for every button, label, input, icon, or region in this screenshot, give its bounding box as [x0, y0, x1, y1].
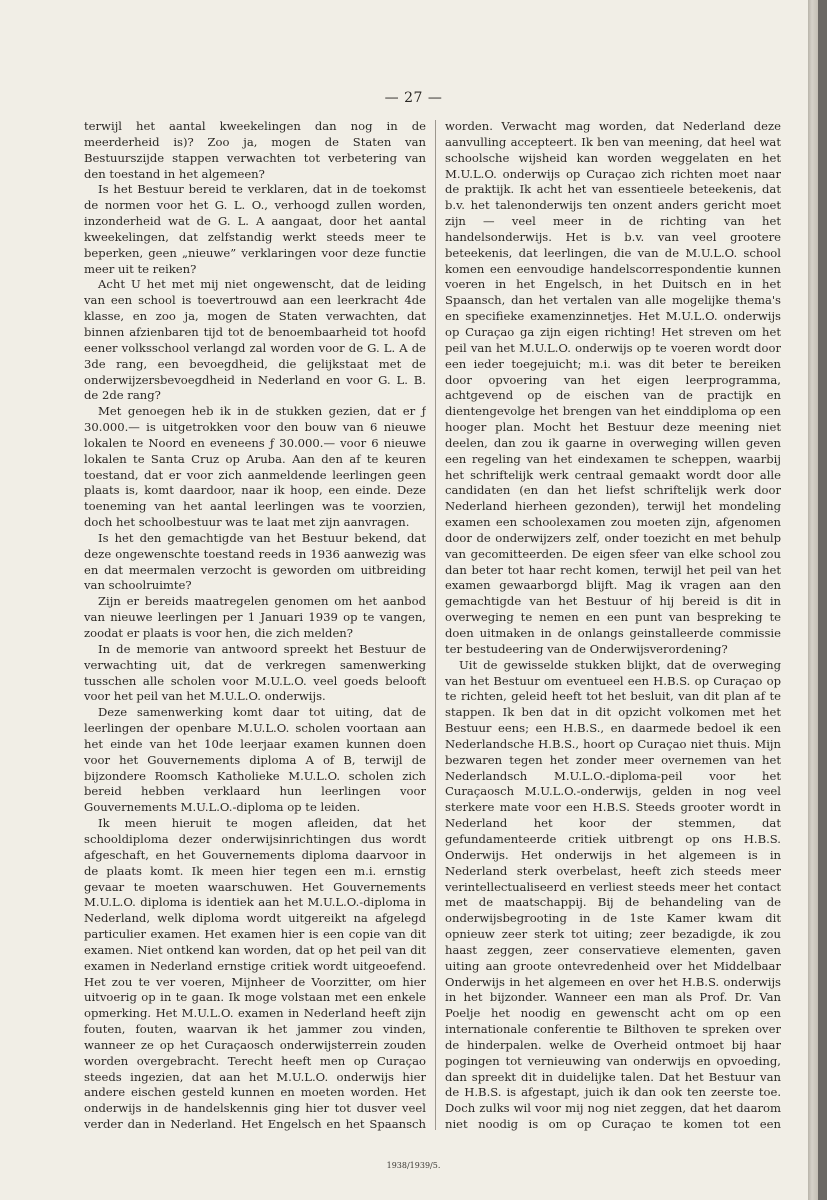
left-paragraph-3: Acht U het met mij niet ongewenscht, dat de leiding van een school is toevertrouwd aan een leerkracht 4de klasse, en zoo ja, mogen de Staten verwachten, dat binnen afzienbaren tijd tot de benoembaarheid tot hoofd eener volksschool verlangd zal worden voor de G. L. A de 3de rang, een bevoegdheid, die gelijkstaat met de onderwijzersbevoegdheid in Nederland en voor G. L. B. de 2de rang?: [84, 277, 426, 403]
left-paragraph-7: In de memorie van antwoord spreekt het Bestuur de verwachting uit, dat de verkregen samenwerking tusschen alle scholen voor M.U.L.O. veel goeds belooft voor het peil van het M.U.L.O. onderwijs.: [84, 641, 426, 704]
left-paragraph-6: Zijn er bereids maatregelen genomen om het aanbod van nieuwe leerlingen per 1 Januari 1939 op te vangen, zoodat er plaats is voor hen, die zich melden?: [84, 594, 426, 640]
left-paragraph-2: Is het Bestuur bereid te verklaren, dat in de toekomst de normen voor het G. L. O., verhoogd zullen worden, inzonderheid wat de G. L. A aangaat, door het aantal kweekelingen, dat zelfstandig werkt steeds meer te beperken, geen „nieuwe” verklaringen voor deze functie meer uit te reiken?: [84, 182, 426, 276]
right-column: [445, 119, 781, 1133]
left-paragraph-1: terwijl het aantal kweekelingen dan nog in de meerderheid is)? Zoo ja, mogen de Staten van Bestuurszijde stappen verwachten tot verbetering van den toestand in het algemeen?: [84, 119, 426, 181]
left-column: [84, 119, 426, 1133]
right-paragraph-2: Uit de gewisselde stukken blijkt, dat de overweging van het Bestuur om eventueel een H.B.S. op Curaçao op te richten, geleid heeft tot het besluit, van dit plan af te stappen. Ik ben dat in dit opzicht volkomen met het Bestuur eens; een H.B.S., en daarmede bedoel ik een Nederlandsche H.B.S., hoort op Curaçao niet thuis. Mijn bezwaren tegen het zonder meer overnemen van het Nederlandsch M.U.L.O.-diploma-peil voor het Curaçaosch M.U.L.O.-onderwijs, gelden in nog veel sterkere mate voor een H.B.S. Steeds grooter wordt in Nederland het koor der stemmen, dat gefundamenteerde critiek uitbrengt op ons H.B.S. Onderwijs. Het onderwijs in het algemeen is in Nederland sterk overbelast, heeft zich steeds meer verintellectualiseerd en verliest steeds meer het contact met de maatschappij. Bij de behandeling van de onderwijsbegrooting in de 1ste Kamer kwam dit opnieuw zeer sterk tot uiting; zeer bezadigde, ik zou haast zeggen, zeer conservatieve elementen, gaven uiting aan groote ontevredenheid over het Middelbaar Onderwijs in het algemeen en over het H.B.S. onderwijs in het bijzonder. Wanneer een man als Prof. Dr. Van Poelje het noodig en gewenscht acht om op een internationale conferentie te Bilthoven te spreken over de hinderpalen. welke de Overheid ontmoet bij haar pogingen tot vernieuwing van onderwijs en opvoeding, dan spreekt dit in duidelijke talen. Dat het Bestuur van de H.B.S. is afgestapt, juich ik dan ook ten zeerste toe. Doch zulks wil voor mij nog niet zeggen, dat het daarom niet noodig is om op Curaçao te komen tot een: [445, 657, 781, 1132]
page-number: — 27 —: [384, 90, 443, 106]
left-paragraph-9: Ik meen hieruit te mogen afleiden, dat het schooldiploma dezer onderwijsinrichtingen dus wordt afgeschaft, en het Gouvernements diploma daarvoor in de plaats komt. Ik meen hier tegen een m.i. ernstig gevaar te moeten waarschuwen. Het Gouvernements M.U.L.O. diploma is identiek aan het M.U.L.O.-diploma in Nederland, welk diploma wordt uitgereikt na afgelegd particulier examen. Het examen hier is een copie van dit examen. Niet ontkend kan worden, dat op het peil van dit examen in Nederland ernstige critiek wordt uitgeoefend. Het zou te ver voeren, Mijnheer de Voorzitter, om hier uitvoerig op in te gaan. Ik moge volstaan met een enkele opmerking. Het M.U.L.O. examen in Nederland heeft zijn fouten, fouten, waarvan ik het jammer zou vinden, wanneer ze op het Curaçaosch onderwijsterrein zouden worden overgebracht. Terecht heeft men op Curaçao steeds ingezien, dat aan het M.U.L.O. onderwijs hier andere eischen gesteld kunnen en moeten worden. Het onderwijs in de handelskennis ging hier tot dusver veel verder dan in Nederland. Het Engelsch en het Spaansch: [84, 816, 426, 1132]
left-paragraph-8: Deze samenwerking komt daar tot uiting, dat de leerlingen der openbare M.U.L.O. scholen voortaan aan het einde van het 10de leerjaar examen kunnen doen voor het Gouvernements diploma A of B, terwijl de bijzondere Roomsch Katholieke M.U.L.O. scholen zich bereid hebben verklaard hun leerlingen voor Gouvernements M.U.L.O.-diploma op te leiden.: [84, 705, 426, 815]
binding-edge: [818, 0, 827, 1200]
left-paragraph-5: Is het den gemachtigde van het Bestuur bekend, dat deze ongewenschte toestand reeds in 1936 aanwezig was en dat meermalen verzocht is geworden om uitbreiding van schoolruimte?: [84, 530, 426, 593]
right-paragraph-1: worden. Verwacht mag worden, dat Nederland deze aanvulling accepteert. Ik ben van meening, dat heel wat schoolsche wijsheid kan worden weggelaten en het M.U.L.O. onderwijs op Curaçao zich richten moet naar de praktijk. Ik acht het van essentieele beteekenis, dat b.v. het talenonderwijs ten onzent anders gericht moet zijn — veel meer in de richting van het handelsonderwijs. Het is b.v. van veel grootere beteekenis, dat leerlingen, die van de M.U.L.O. school komen een eenvoudige handelscorrespondentie kunnen voeren in het Engelsch, in het Duitsch en in het Spaansch, dan het vertalen van alle mogelijke thema's en specifieke examenzinnetjes. Het M.U.L.O. onderwijs op Curaçao ga zijn eigen richting! Het streven om het peil van het M.U.L.O. onderwijs op te voeren wordt door een ieder toegejuicht; m.i. was dit beter te bereiken door opvoering van het eigen leerprogramma, achtgevend op de eischen van de practijk en dientengevolge het brengen van het einddiploma op een hooger plan. Mocht het Bestuur deze meening niet deelen, dan zou ik gaarne in overweging willen geven een regeling van het eindexamen te scheppen, waarbij het schriftelijk werk centraal gemaakt wordt door alle candidaten (en dan het liefst schriftelijk werk door Nederland hierheen gezonden), terwijl het mondeling examen een schoolexamen zou moeten zijn, afgenomen door de onderwijzers zelf, onder toezicht en met behulp van gecomitteerden. De eigen sfeer van elke school zou dan beter tot haar recht komen, terwijl het peil van het examen gewaarborgd blijft. Mag ik vragen aan den gemachtigde van het Bestuur of hij bereid is dit in overweging te nemen en een punt van bespreking te doen uitmaken in de onlangs geinstalleerde commissie ter bestudeering van de Onderwijsverordening?: [445, 119, 781, 656]
left-paragraph-4: Met genoegen heb ik in de stukken gezien, dat er ƒ 30.000.— is uitgetrokken voor den bouw van 6 nieuwe lokalen te Noord en eveneens ƒ 30.000.— voor 6 nieuwe lokalen te Santa Cruz op Aruba. Aan den af te keuren toestand, dat er voor zich aanmeldende leerlingen geen plaats is, komt daardoor, naar ik hoop, een einde. Deze toeneming van het aantal leerlingen was te voorzien, doch het schoolbestuur was te laat met zijn aanvragen.: [84, 404, 426, 530]
column-divider: [435, 120, 436, 1130]
footer-code: 1938/1939/5.: [386, 1161, 441, 1170]
